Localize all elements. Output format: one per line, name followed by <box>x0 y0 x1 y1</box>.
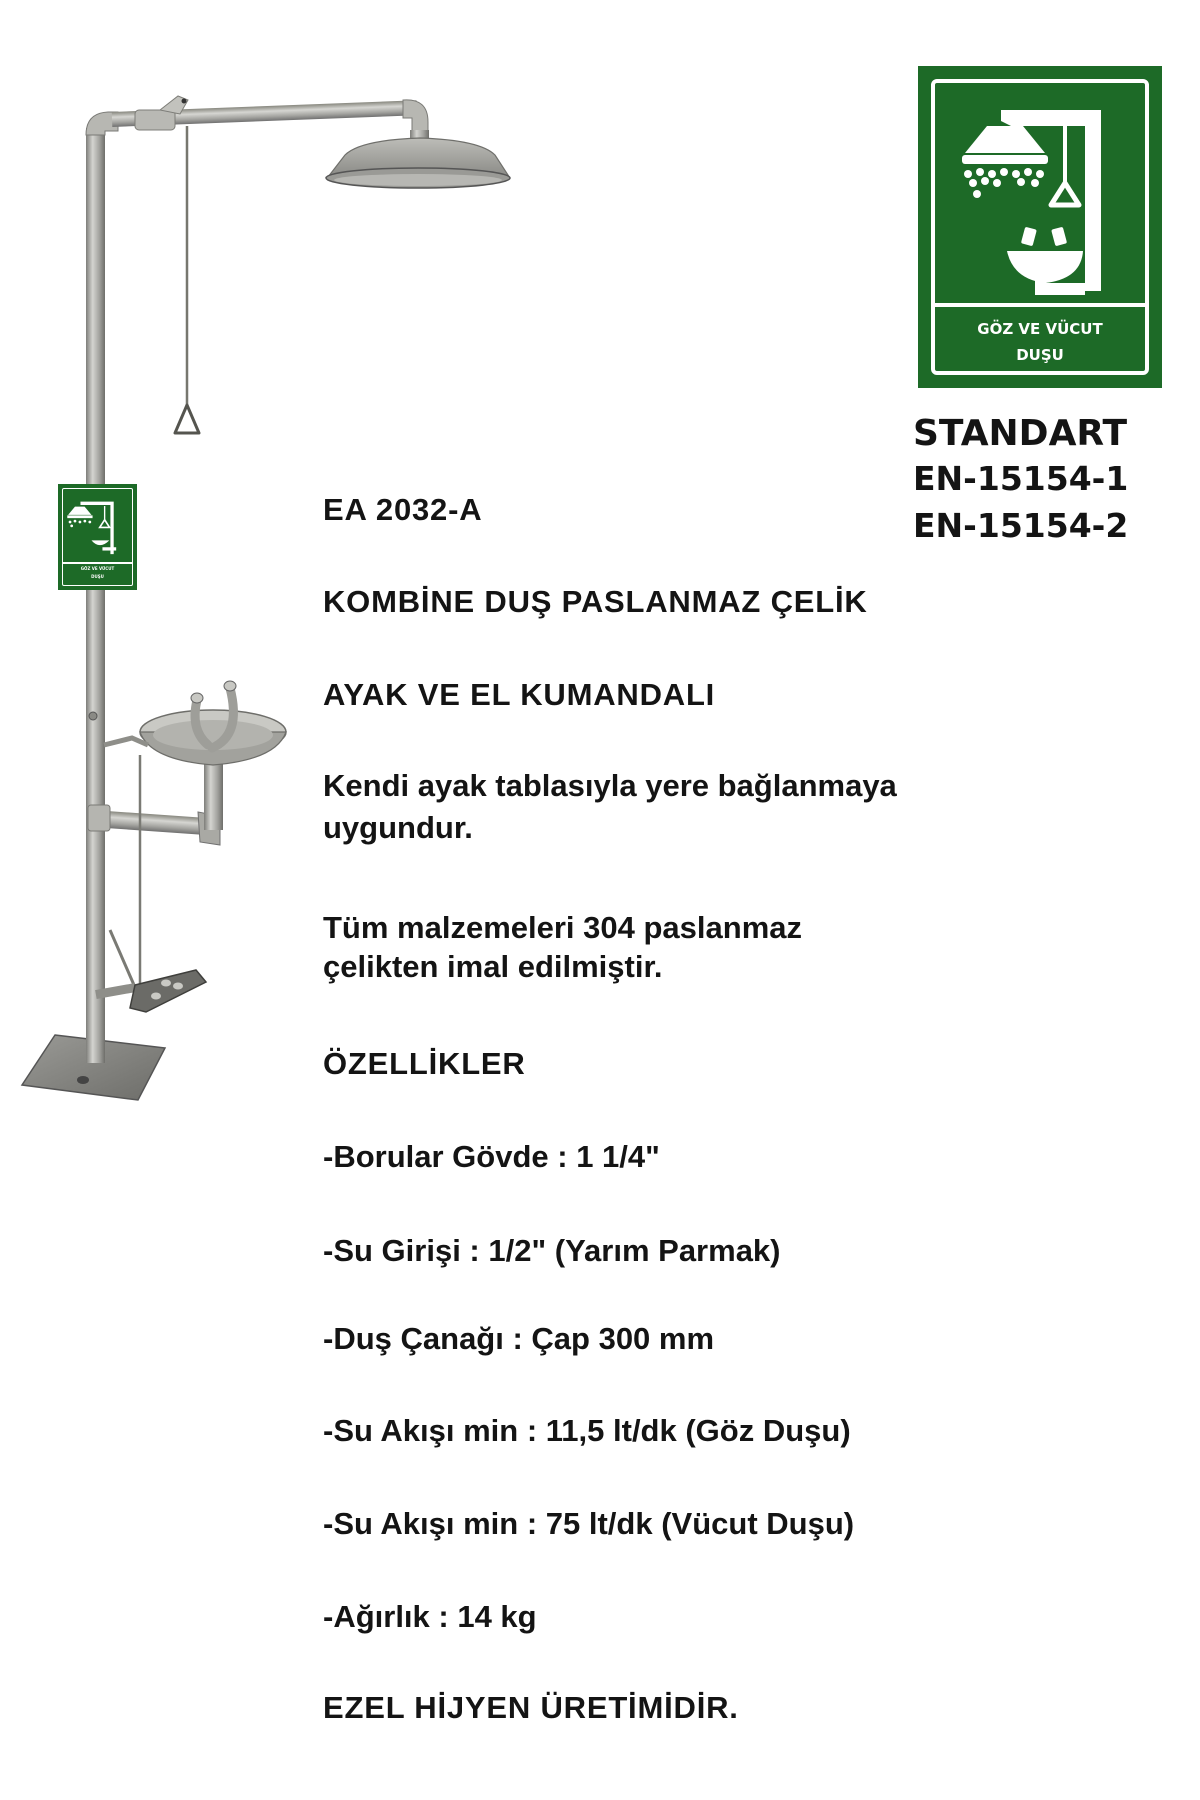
standard-code-1: EN-15154-1 <box>913 459 1129 498</box>
pole-sign-caption-line2: DUŞU <box>91 574 104 579</box>
sign-divider <box>62 562 133 564</box>
description-1-line-2: uygundur. <box>323 810 473 845</box>
shower-eyewash-icon <box>64 490 131 560</box>
feature-pipe-body: -Borular Gövde : 1 1/4" <box>323 1139 660 1174</box>
feature-eyewash-flow: -Su Akışı min : 11,5 lt/dk (Göz Duşu) <box>323 1413 851 1448</box>
manufacturer-footer: EZEL HİJYEN ÜRETİMİDİR. <box>323 1690 739 1725</box>
feature-bowl-diameter: -Duş Çanağı : Çap 300 mm <box>323 1321 715 1356</box>
feature-weight: -Ağırlık : 14 kg <box>323 1599 537 1634</box>
shower-valve <box>135 96 188 130</box>
sign-caption <box>935 316 1145 368</box>
pole-sign-caption <box>64 565 131 581</box>
pole-safety-sign <box>58 484 137 590</box>
feature-water-inlet: -Su Girişi : 1/2" (Yarım Parmak) <box>323 1233 781 1268</box>
description-2-line-2: çelikten imal edilmiştir. <box>323 949 663 984</box>
shower-eyewash-icon <box>935 83 1145 303</box>
pull-rod-handle[interactable] <box>175 126 199 433</box>
foot-pedal[interactable] <box>95 755 206 1012</box>
product-title: KOMBİNE DUŞ PASLANMAZ ÇELİK <box>323 584 868 619</box>
shower-head <box>326 138 510 188</box>
standard-code-2: EN-15154-2 <box>913 506 1129 545</box>
features-heading: ÖZELLİKLER <box>323 1046 526 1081</box>
sign-caption-line1: GÖZ VE VÜCUT <box>977 320 1103 338</box>
model-number: EA 2032-A <box>323 492 483 527</box>
sign-caption-line2: DUŞU <box>1016 346 1064 364</box>
description-2-line-1: Tüm malzemeleri 304 paslanmaz <box>323 910 803 945</box>
sign-divider <box>931 303 1149 307</box>
product-subtitle: AYAK VE EL KUMANDALI <box>323 677 716 712</box>
feature-body-shower-flow: -Su Akışı min : 75 lt/dk (Vücut Duşu) <box>323 1506 855 1541</box>
pole-sign-caption-line1: GÖZ VE VÜCUT <box>80 566 115 571</box>
standard-label: STANDART <box>913 413 1128 454</box>
description-1-line-1: Kendi ayak tablasıyla yere bağlanmaya <box>323 768 897 803</box>
eye-body-shower-sign <box>918 66 1162 388</box>
main-pole <box>86 128 105 1063</box>
eyewash-assembly <box>88 681 286 845</box>
